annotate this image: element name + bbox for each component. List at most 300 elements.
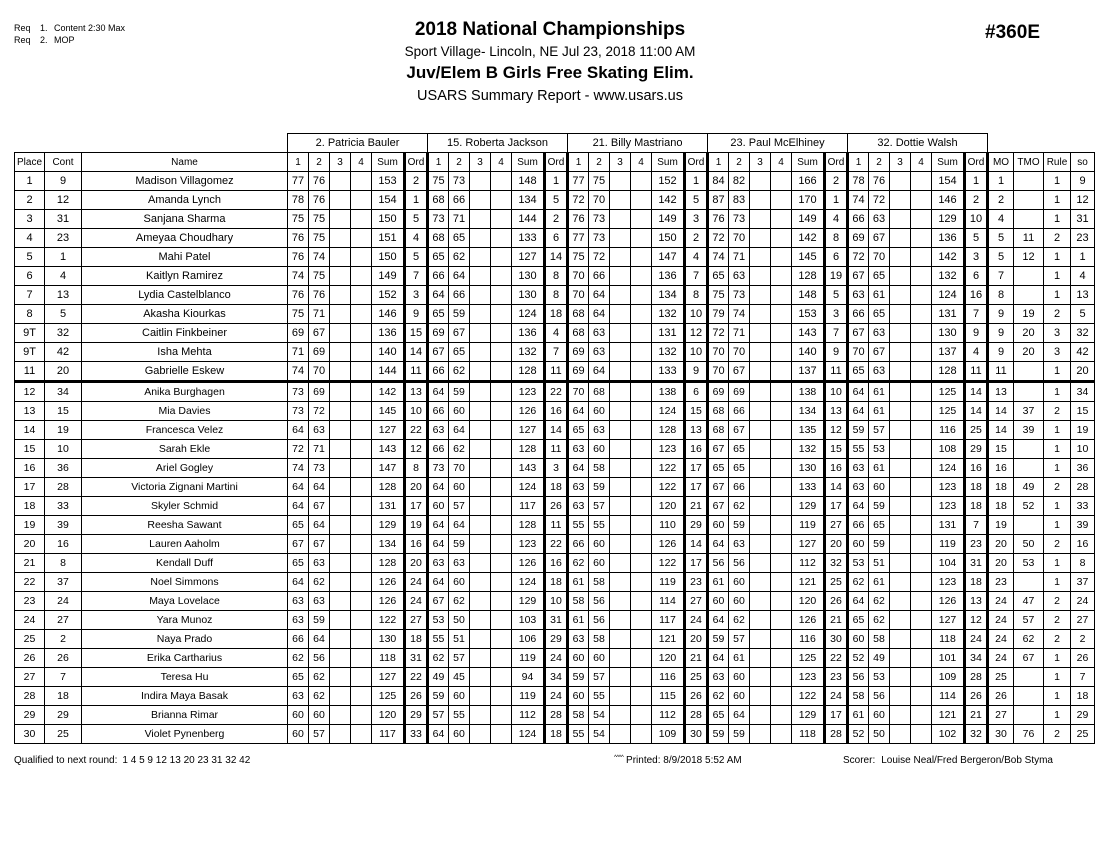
- row-tmo: [1014, 706, 1044, 725]
- row-tmo: [1014, 286, 1044, 305]
- row-judge3-element3: [610, 516, 631, 535]
- row-contestant-number: 1: [45, 248, 82, 267]
- row-so: 9: [1071, 172, 1095, 191]
- row-judge4-element2: 83: [729, 191, 750, 210]
- row-judge3-element1: 62: [568, 554, 589, 573]
- row-judge3-ord: 24: [685, 611, 708, 630]
- row-judge4-element2: 67: [729, 362, 750, 382]
- row-judge2-ord: 34: [545, 668, 568, 687]
- row-judge5-ord: 16: [965, 286, 988, 305]
- requirement-tag: Req: [14, 23, 31, 33]
- judge-header-1: 2. Patricia Bauler: [288, 134, 428, 153]
- row-tmo: 12: [1014, 248, 1044, 267]
- row-mo: 11: [988, 362, 1014, 382]
- row-judge5-sum: 124: [932, 459, 965, 478]
- row-judge2-element3: [470, 592, 491, 611]
- row-judge4-element2: 66: [729, 402, 750, 421]
- row-judge4-element3: [750, 459, 771, 478]
- row-so: 18: [1071, 687, 1095, 706]
- row-judge1-element1: 65: [288, 516, 309, 535]
- row-skater-name: Gabrielle Eskew: [82, 362, 288, 382]
- row-judge3-element2: 75: [589, 172, 610, 191]
- row-tmo: [1014, 362, 1044, 382]
- row-judge4-element2: 74: [729, 305, 750, 324]
- row-rule: 1: [1044, 573, 1071, 592]
- row-tmo: 37: [1014, 402, 1044, 421]
- row-judge3-element3: [610, 554, 631, 573]
- row-judge5-element1: 66: [848, 516, 869, 535]
- row-judge5-ord: 34: [965, 649, 988, 668]
- row-judge1-sum: 147: [372, 459, 405, 478]
- row-judge5-sum: 125: [932, 402, 965, 421]
- row-judge1-element2: 76: [309, 191, 330, 210]
- row-judge4-ord: 32: [825, 554, 848, 573]
- row-judge1-element2: 64: [309, 478, 330, 497]
- col-header-j1-sum: Sum: [372, 153, 405, 172]
- row-judge4-element1: 65: [708, 459, 729, 478]
- row-judge4-element4: [771, 172, 792, 191]
- table-row: [15, 172, 1095, 191]
- row-judge2-element2: 60: [449, 725, 470, 744]
- row-judge4-element1: 70: [708, 343, 729, 362]
- row-judge1-element2: 69: [309, 343, 330, 362]
- row-judge3-ord: 3: [685, 210, 708, 229]
- row-judge5-ord: 26: [965, 687, 988, 706]
- row-judge2-ord: 1: [545, 172, 568, 191]
- row-judge2-element2: 50: [449, 611, 470, 630]
- row-judge1-sum: 120: [372, 706, 405, 725]
- row-judge4-element2: 63: [729, 535, 750, 554]
- row-judge5-ord: 29: [965, 440, 988, 459]
- row-rule: 2: [1044, 611, 1071, 630]
- row-judge1-sum: 118: [372, 649, 405, 668]
- row-judge1-element1: 75: [288, 210, 309, 229]
- row-so: 4: [1071, 267, 1095, 286]
- row-contestant-number: 8: [45, 554, 82, 573]
- row-judge4-element3: [750, 516, 771, 535]
- row-judge4-ord: 9: [825, 343, 848, 362]
- requirement-line: [14, 34, 125, 46]
- row-judge3-element3: [610, 573, 631, 592]
- row-judge1-element3: [330, 668, 351, 687]
- row-judge4-ord: 17: [825, 706, 848, 725]
- row-judge3-element4: [631, 554, 652, 573]
- row-judge1-element2: 75: [309, 229, 330, 248]
- row-judge1-element1: 74: [288, 362, 309, 382]
- row-rule: 3: [1044, 343, 1071, 362]
- row-contestant-number: 34: [45, 382, 82, 402]
- row-judge5-element2: 51: [869, 554, 890, 573]
- row-judge4-ord: 6: [825, 248, 848, 267]
- row-tmo: 39: [1014, 421, 1044, 440]
- row-judge3-element2: 64: [589, 305, 610, 324]
- row-contestant-number: 27: [45, 611, 82, 630]
- row-judge3-ord: 29: [685, 516, 708, 535]
- row-judge1-element4: [351, 573, 372, 592]
- row-judge2-element1: 65: [428, 248, 449, 267]
- row-judge2-ord: 24: [545, 649, 568, 668]
- col-header-j3-e3: 3: [610, 153, 631, 172]
- row-judge5-element1: 64: [848, 592, 869, 611]
- row-judge5-ord: 21: [965, 706, 988, 725]
- row-judge1-element4: [351, 611, 372, 630]
- row-judge3-ord: 1: [685, 172, 708, 191]
- row-so: 29: [1071, 706, 1095, 725]
- row-judge5-element3: [890, 286, 911, 305]
- row-judge1-sum: 134: [372, 535, 405, 554]
- row-judge2-element2: 73: [449, 172, 470, 191]
- row-so: 27: [1071, 611, 1095, 630]
- row-skater-name: Ariel Gogley: [82, 459, 288, 478]
- row-judge4-element3: [750, 191, 771, 210]
- row-judge3-element1: 68: [568, 324, 589, 343]
- row-judge5-element1: 60: [848, 630, 869, 649]
- row-judge1-element3: [330, 478, 351, 497]
- row-tmo: [1014, 573, 1044, 592]
- row-judge5-element4: [911, 535, 932, 554]
- row-judge2-element4: [491, 478, 512, 497]
- row-judge1-element4: [351, 706, 372, 725]
- row-judge3-element3: [610, 459, 631, 478]
- row-judge5-element1: 52: [848, 649, 869, 668]
- row-judge1-sum: 127: [372, 668, 405, 687]
- row-tmo: 57: [1014, 611, 1044, 630]
- row-judge1-ord: 8: [405, 459, 428, 478]
- row-judge4-ord: 2: [825, 172, 848, 191]
- row-judge4-element4: [771, 497, 792, 516]
- row-judge2-element4: [491, 382, 512, 402]
- row-judge5-element4: [911, 706, 932, 725]
- row-judge1-sum: 128: [372, 554, 405, 573]
- row-judge5-element1: 63: [848, 286, 869, 305]
- row-judge2-element3: [470, 459, 491, 478]
- row-judge5-element3: [890, 516, 911, 535]
- row-judge3-element1: 76: [568, 210, 589, 229]
- row-judge3-element3: [610, 630, 631, 649]
- row-judge4-element3: [750, 229, 771, 248]
- row-judge1-sum: 149: [372, 267, 405, 286]
- row-so: 26: [1071, 649, 1095, 668]
- row-judge1-element4: [351, 402, 372, 421]
- row-judge2-element2: 45: [449, 668, 470, 687]
- row-judge3-sum: 131: [652, 324, 685, 343]
- row-rule: 2: [1044, 592, 1071, 611]
- col-header-j5-e3: 3: [890, 153, 911, 172]
- row-judge1-element4: [351, 248, 372, 267]
- row-judge4-ord: 25: [825, 573, 848, 592]
- row-judge1-ord: 2: [405, 172, 428, 191]
- row-judge1-element1: 75: [288, 305, 309, 324]
- row-place: 3: [15, 210, 45, 229]
- row-judge5-element1: 56: [848, 668, 869, 687]
- row-judge5-element2: 61: [869, 402, 890, 421]
- requirement-number: 1.: [40, 23, 48, 33]
- row-tmo: [1014, 191, 1044, 210]
- table-row: [15, 191, 1095, 210]
- row-rule: 2: [1044, 478, 1071, 497]
- row-judge3-element1: 64: [568, 402, 589, 421]
- row-judge2-element3: [470, 725, 491, 744]
- table-head: [15, 134, 1095, 172]
- row-place: 20: [15, 535, 45, 554]
- row-rule: 1: [1044, 210, 1071, 229]
- row-judge2-ord: 11: [545, 362, 568, 382]
- row-judge1-element3: [330, 210, 351, 229]
- row-judge2-element4: [491, 324, 512, 343]
- row-judge4-sum: 142: [792, 229, 825, 248]
- row-judge5-sum: 121: [932, 706, 965, 725]
- row-judge2-element1: 60: [428, 497, 449, 516]
- row-judge1-element3: [330, 402, 351, 421]
- row-judge5-element4: [911, 286, 932, 305]
- row-judge1-element2: 74: [309, 248, 330, 267]
- row-skater-name: Naya Prado: [82, 630, 288, 649]
- row-judge3-sum: 116: [652, 668, 685, 687]
- row-skater-name: Lauren Aaholm: [82, 535, 288, 554]
- row-judge2-element3: [470, 402, 491, 421]
- row-judge4-element4: [771, 402, 792, 421]
- row-judge1-ord: 31: [405, 649, 428, 668]
- row-judge3-element4: [631, 324, 652, 343]
- row-judge1-element4: [351, 305, 372, 324]
- row-place: 12: [15, 382, 45, 402]
- row-judge3-sum: 152: [652, 172, 685, 191]
- col-header-j3-ord: Ord: [685, 153, 708, 172]
- row-judge2-ord: 3: [545, 459, 568, 478]
- row-judge1-element1: 76: [288, 248, 309, 267]
- row-judge5-ord: 12: [965, 611, 988, 630]
- row-judge5-element1: 74: [848, 191, 869, 210]
- row-judge3-element1: 70: [568, 286, 589, 305]
- row-rule: 1: [1044, 687, 1071, 706]
- results-table: [14, 133, 1095, 744]
- row-judge4-element3: [750, 687, 771, 706]
- row-judge2-ord: 14: [545, 248, 568, 267]
- row-rule: 1: [1044, 668, 1071, 687]
- row-judge4-element3: [750, 611, 771, 630]
- row-judge1-element3: [330, 324, 351, 343]
- row-place: 6: [15, 267, 45, 286]
- row-judge2-element3: [470, 172, 491, 191]
- row-judge4-ord: 23: [825, 668, 848, 687]
- row-judge3-element3: [610, 611, 631, 630]
- row-place: 28: [15, 687, 45, 706]
- row-judge4-ord: 8: [825, 229, 848, 248]
- row-judge4-element1: 60: [708, 516, 729, 535]
- col-header-j3-sum: Sum: [652, 153, 685, 172]
- row-contestant-number: 29: [45, 706, 82, 725]
- row-judge5-ord: 7: [965, 305, 988, 324]
- row-judge3-element3: [610, 343, 631, 362]
- row-judge1-element3: [330, 229, 351, 248]
- col-header-j1-e4: 4: [351, 153, 372, 172]
- row-tmo: 53: [1014, 554, 1044, 573]
- row-judge5-element2: 70: [869, 248, 890, 267]
- row-judge2-ord: 22: [545, 535, 568, 554]
- row-judge4-ord: 14: [825, 478, 848, 497]
- row-judge2-element3: [470, 362, 491, 382]
- row-rule: 1: [1044, 649, 1071, 668]
- row-judge1-element1: 72: [288, 440, 309, 459]
- row-judge1-element3: [330, 573, 351, 592]
- row-judge1-sum: 117: [372, 725, 405, 744]
- row-judge2-element2: 62: [449, 248, 470, 267]
- row-judge4-sum: 125: [792, 649, 825, 668]
- row-judge4-sum: 119: [792, 516, 825, 535]
- row-judge3-sum: 112: [652, 706, 685, 725]
- col-header-j4-e3: 3: [750, 153, 771, 172]
- row-judge4-element2: 73: [729, 210, 750, 229]
- row-skater-name: Caitlin Finkbeiner: [82, 324, 288, 343]
- row-judge3-element3: [610, 421, 631, 440]
- row-judge4-ord: 21: [825, 611, 848, 630]
- row-judge4-element4: [771, 362, 792, 382]
- row-judge3-ord: 13: [685, 421, 708, 440]
- row-judge1-element1: 71: [288, 343, 309, 362]
- row-judge1-element3: [330, 382, 351, 402]
- row-so: 33: [1071, 497, 1095, 516]
- row-judge3-element2: 63: [589, 421, 610, 440]
- row-rule: 1: [1044, 362, 1071, 382]
- table-row: [15, 554, 1095, 573]
- row-judge4-element3: [750, 210, 771, 229]
- row-judge5-element3: [890, 478, 911, 497]
- row-judge5-element1: 55: [848, 440, 869, 459]
- row-judge5-sum: 126: [932, 592, 965, 611]
- row-judge2-element1: 64: [428, 478, 449, 497]
- row-place: 2: [15, 191, 45, 210]
- row-judge2-element1: 64: [428, 382, 449, 402]
- row-rule: 2: [1044, 725, 1071, 744]
- row-judge1-element4: [351, 362, 372, 382]
- row-judge5-element2: 65: [869, 305, 890, 324]
- row-judge4-element3: [750, 324, 771, 343]
- row-mo: 8: [988, 286, 1014, 305]
- row-judge4-element4: [771, 668, 792, 687]
- row-judge2-element2: 65: [449, 343, 470, 362]
- row-contestant-number: 13: [45, 286, 82, 305]
- row-judge1-element1: 64: [288, 497, 309, 516]
- row-judge3-element1: 60: [568, 649, 589, 668]
- row-judge3-ord: 10: [685, 343, 708, 362]
- printed-value: 8/9/2018 5:52 AM: [663, 755, 742, 766]
- col-header-j2-sum: Sum: [512, 153, 545, 172]
- row-judge4-element3: [750, 286, 771, 305]
- row-judge4-element2: 63: [729, 267, 750, 286]
- row-judge1-ord: 26: [405, 687, 428, 706]
- row-judge1-element4: [351, 497, 372, 516]
- row-place: 15: [15, 440, 45, 459]
- row-judge3-element2: 63: [589, 324, 610, 343]
- row-judge4-element3: [750, 343, 771, 362]
- row-judge2-element4: [491, 172, 512, 191]
- row-so: 16: [1071, 535, 1095, 554]
- row-judge2-element3: [470, 286, 491, 305]
- row-skater-name: Victoria Zignani Martini: [82, 478, 288, 497]
- row-judge2-element2: 60: [449, 573, 470, 592]
- table-row: [15, 535, 1095, 554]
- row-judge4-element3: [750, 248, 771, 267]
- row-judge5-ord: 5: [965, 229, 988, 248]
- row-judge5-element1: 65: [848, 362, 869, 382]
- row-judge4-element2: 66: [729, 478, 750, 497]
- row-judge1-ord: 9: [405, 305, 428, 324]
- row-judge4-element4: [771, 286, 792, 305]
- row-place: 22: [15, 573, 45, 592]
- row-judge3-element3: [610, 248, 631, 267]
- row-place: 21: [15, 554, 45, 573]
- qualified-line: [14, 755, 250, 766]
- row-contestant-number: 33: [45, 497, 82, 516]
- row-judge1-element4: [351, 516, 372, 535]
- row-judge2-sum: 126: [512, 554, 545, 573]
- table-row: [15, 286, 1095, 305]
- row-judge2-element1: 68: [428, 229, 449, 248]
- row-judge4-element3: [750, 668, 771, 687]
- row-judge2-element2: 60: [449, 402, 470, 421]
- row-contestant-number: 24: [45, 592, 82, 611]
- row-judge3-element4: [631, 421, 652, 440]
- table-row: [15, 229, 1095, 248]
- col-header-j4-ord: Ord: [825, 153, 848, 172]
- row-judge3-ord: 28: [685, 706, 708, 725]
- row-judge1-element3: [330, 191, 351, 210]
- row-judge5-element3: [890, 343, 911, 362]
- row-judge5-element2: 59: [869, 535, 890, 554]
- row-judge4-element1: 65: [708, 706, 729, 725]
- row-judge4-sum: 121: [792, 573, 825, 592]
- row-judge1-sum: 150: [372, 248, 405, 267]
- table-row: [15, 478, 1095, 497]
- row-judge3-ord: 14: [685, 535, 708, 554]
- row-judge1-element4: [351, 649, 372, 668]
- row-judge4-element1: 63: [708, 668, 729, 687]
- row-judge4-ord: 26: [825, 592, 848, 611]
- row-rule: 1: [1044, 497, 1071, 516]
- row-judge3-ord: 12: [685, 324, 708, 343]
- row-judge3-element1: 69: [568, 362, 589, 382]
- col-header-name: Name: [82, 153, 288, 172]
- row-judge4-element1: 59: [708, 630, 729, 649]
- row-judge5-element1: 72: [848, 248, 869, 267]
- row-judge1-ord: 20: [405, 554, 428, 573]
- col-header-j1-ord: Ord: [405, 153, 428, 172]
- row-judge2-element4: [491, 210, 512, 229]
- row-judge4-element1: 67: [708, 478, 729, 497]
- row-judge4-ord: 11: [825, 362, 848, 382]
- row-judge4-element1: 60: [708, 592, 729, 611]
- row-judge1-ord: 33: [405, 725, 428, 744]
- row-judge4-element3: [750, 421, 771, 440]
- row-judge4-element2: 60: [729, 668, 750, 687]
- row-judge3-element2: 64: [589, 362, 610, 382]
- row-judge1-sum: 144: [372, 362, 405, 382]
- row-judge1-ord: 15: [405, 324, 428, 343]
- row-judge3-element3: [610, 324, 631, 343]
- row-rule: 1: [1044, 382, 1071, 402]
- row-so: 36: [1071, 459, 1095, 478]
- report-header: [0, 18, 1100, 107]
- row-judge1-element1: 69: [288, 324, 309, 343]
- row-judge5-ord: 25: [965, 421, 988, 440]
- row-judge1-element3: [330, 611, 351, 630]
- row-place: 25: [15, 630, 45, 649]
- row-judge4-element4: [771, 478, 792, 497]
- row-judge1-ord: 22: [405, 421, 428, 440]
- row-judge1-element1: 63: [288, 611, 309, 630]
- row-mo: 20: [988, 554, 1014, 573]
- row-judge1-element3: [330, 592, 351, 611]
